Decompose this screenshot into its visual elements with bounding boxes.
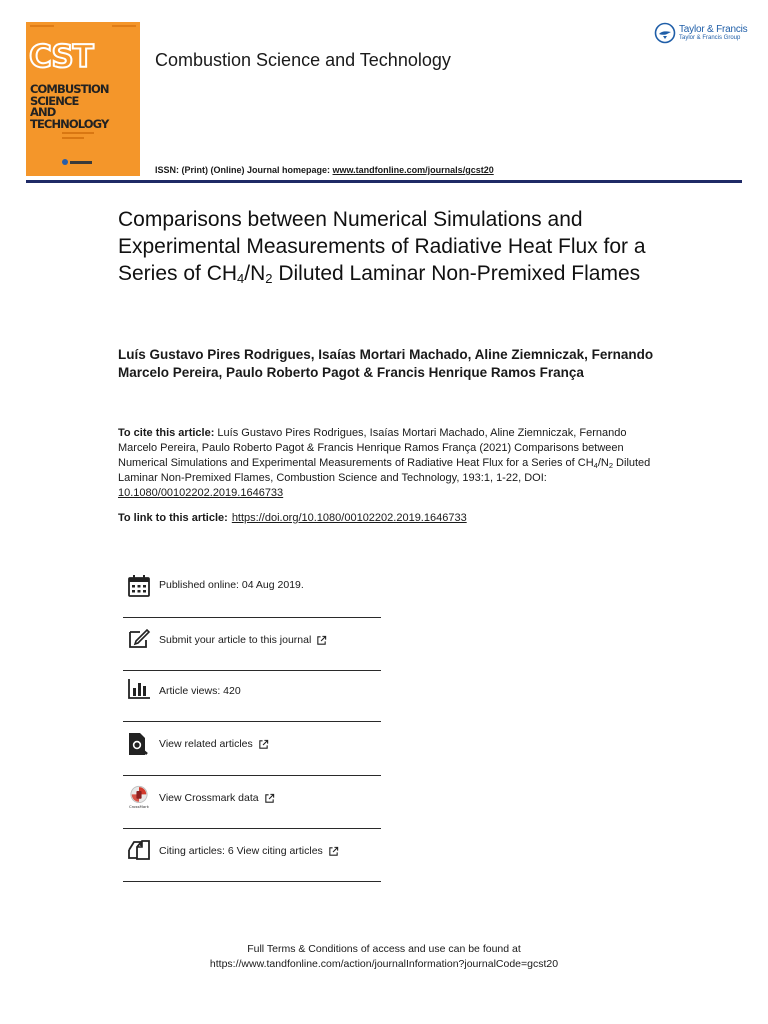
- crossmark-link[interactable]: View Crossmark data: [159, 792, 259, 804]
- article-views-text: Article views: 420: [159, 685, 241, 697]
- citing-articles-link[interactable]: Citing articles: 6 View citing articles: [159, 845, 323, 857]
- cover-title-line: SCIENCE: [30, 93, 79, 108]
- info-row-submit[interactable]: [123, 624, 381, 656]
- external-link-icon: [264, 793, 275, 804]
- link-label: To link to this article:: [118, 512, 228, 524]
- info-row-published: [123, 572, 381, 602]
- publisher-name: Taylor & Francis: [679, 24, 748, 35]
- crossmark-icon: [127, 785, 151, 809]
- article-doi-url[interactable]: https://doi.org/10.1080/00102202.2019.1646733: [231, 512, 467, 524]
- info-row-views: [123, 676, 381, 708]
- separator: [123, 670, 381, 671]
- cover-title-line: COMBUSTION: [30, 82, 109, 96]
- cover-top-lines: [30, 25, 136, 29]
- journal-name: Combustion Science and Technology: [155, 50, 451, 70]
- info-row-crossmark[interactable]: [123, 782, 381, 816]
- cover-title-line: AND: [30, 105, 56, 119]
- title-subscript: 4: [237, 271, 245, 286]
- journal-homepage-link[interactable]: www.tandfonline.com/journals/gcst20: [332, 165, 494, 175]
- author-list: Luís Gustavo Pires Rodrigues, Isaías Mortari Machado, Aline Ziemniczak, Fernando Marcelo Pereira, Paulo Roberto Pagot & Francis Henrique Ramos França: [118, 347, 654, 380]
- issn-line: [155, 165, 494, 175]
- cite-subscript: 4: [593, 461, 598, 470]
- issn-prefix: ISSN: (Print) (Online) Journal homepage:: [155, 165, 333, 175]
- search-document-icon: [127, 732, 151, 756]
- citation-block: [118, 426, 653, 501]
- separator: [123, 881, 381, 882]
- cover-fineprint: [62, 132, 94, 142]
- terms-text: Full Terms & Conditions of access and use can be found at: [247, 943, 521, 955]
- info-row-citing[interactable]: [123, 835, 381, 869]
- article-link-line: [118, 511, 467, 526]
- cover-abbrev: CST: [29, 39, 93, 75]
- citing-pages-icon: [127, 838, 151, 862]
- separator: [123, 828, 381, 829]
- submit-article-link[interactable]: Submit your article to this journal: [159, 634, 312, 646]
- cover-title: [30, 84, 140, 130]
- terms-footer: [0, 942, 768, 972]
- cover-title-line: TECHNOLOGY: [30, 116, 109, 131]
- article-title: [118, 206, 678, 287]
- external-link-icon: [258, 739, 269, 750]
- info-row-related[interactable]: [123, 728, 381, 762]
- related-articles-link[interactable]: View related articles: [159, 738, 253, 750]
- cite-subscript: 2: [608, 461, 613, 470]
- separator: [123, 775, 381, 776]
- publisher-logo[interactable]: [654, 22, 748, 44]
- taylor-francis-emblem-icon: [654, 22, 676, 44]
- title-text: Diluted Laminar Non-Premixed Flames: [272, 262, 641, 285]
- cover-publisher-logo: [62, 159, 92, 165]
- terms-url[interactable]: https://www.tandfonline.com/action/journalInformation?journalCode=gcst20: [209, 958, 559, 970]
- crossmark-label: CrossMark: [128, 804, 150, 809]
- published-date-text: Published online: 04 Aug 2019.: [159, 579, 304, 591]
- doi-link[interactable]: 10.1080/00102202.2019.1646733: [118, 487, 284, 499]
- title-text: Comparisons between Numerical Simulations and Experimental Measurements of Radiative Heat Flux for a Series of CH: [118, 208, 646, 285]
- bar-chart-icon: [127, 677, 151, 701]
- external-link-icon: [316, 635, 327, 646]
- publisher-group: Taylor & Francis Group: [679, 35, 741, 41]
- calendar-icon: [127, 574, 151, 598]
- journal-cover: [26, 22, 140, 176]
- cite-text: /N: [597, 457, 609, 469]
- separator: [123, 721, 381, 722]
- cite-text: Diluted Laminar Non-Premixed Flames, Combustion Science and Technology, 193:1, 1-22, DOI:: [118, 457, 651, 484]
- cite-text: Luís Gustavo Pires Rodrigues, Isaías Mortari Machado, Aline Ziemniczak, Fernando Marcelo Pereira, Paulo Roberto Pagot & Francis Henrique Ramos França (2021) Comparisons between Numerical Simulations and Experimental Measurements of Radiative Heat Flux for a Series of CH: [118, 427, 627, 469]
- title-subscript: 2: [265, 271, 273, 286]
- cite-label: To cite this article:: [118, 427, 215, 439]
- separator: [123, 617, 381, 618]
- header-rule: [26, 180, 742, 183]
- edit-icon: [127, 626, 151, 650]
- external-link-icon: [328, 846, 339, 857]
- title-text: /N: [244, 262, 266, 285]
